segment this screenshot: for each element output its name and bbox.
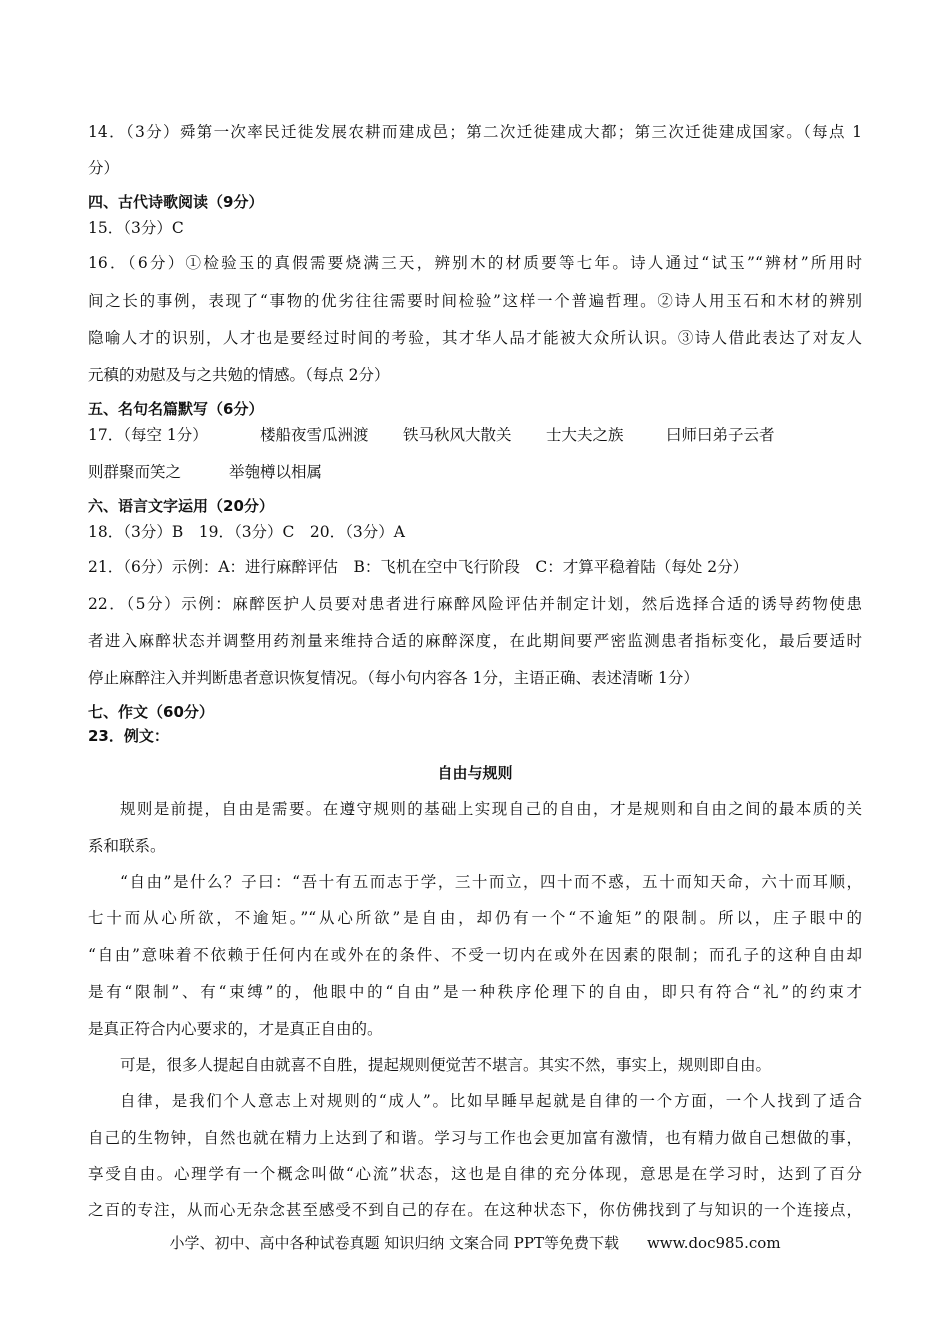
q17-label: 17．（每空 1分） <box>88 426 208 444</box>
essay-p4-line3: 享受自由。心理学有一个概念叫做“心流”状态，这也是自律的充分体现，意思是在学习时，达到了百分 <box>88 1165 862 1183</box>
q17-answer-6: 举匏樽以相属 <box>229 463 323 481</box>
q17-answer-4: 曰师曰弟子云者 <box>666 426 775 444</box>
section5-heading: 五、名句名篇默写（6分） <box>88 400 264 418</box>
essay-p1-line1: 规则是前提，自由是需要。在遵守规则的基础上实现自己的自由，才是规则和自由之间的最本质的关 <box>120 800 862 818</box>
q15-answer: 15．（3分）C <box>88 219 184 237</box>
q23-label: 23．例文： <box>88 727 169 745</box>
essay-p2-line2: 七十而从心所欲，不逾矩。”“从心所欲”是自由，却仍有一个“不逾矩”的限制。所以，庄子眼中的 <box>88 909 862 927</box>
q22-line3: 停止麻醉注入并判断患者意识恢复情况。（每小句内容各 1分，主语正确、表述清晰 1分） <box>88 669 699 687</box>
footer-text: 小学、初中、高中各种试卷真题 知识归纳 文案合同 PPT等免费下载 <box>169 1234 619 1252</box>
section7-heading: 七、作文（60分） <box>88 703 214 721</box>
q18-20-answers: 18．（3分）B 19．（3分）C 20．（3分）A <box>88 523 405 541</box>
section6-heading: 六、语言文字运用（20分） <box>88 497 274 515</box>
q14-line1: 14．（3分）舜第一次率民迁徙发展农耕而建成邑；第二次迁徙建成大都；第三次迁徙建成国家。（每点 1 <box>88 123 862 141</box>
essay-p2-line5: 是真正符合内心要求的，才是真正自由的。 <box>88 1020 383 1038</box>
essay-p4-line2: 自己的生物钟，自然也就在精力上达到了和谐。学习与工作也会更加富有激情，也有精力做自己想做的事， <box>88 1129 862 1147</box>
essay-title: 自由与规则 <box>437 764 513 782</box>
q16-line2: 间之长的事例，表现了“事物的优劣往往需要时间检验”这样一个普遍哲理。②诗人用玉石和木材的辨别 <box>88 292 862 310</box>
essay-p1-line2: 系和联系。 <box>88 837 166 855</box>
essay-p2-line1: “自由”是什么？子曰：“吾十有五而志于学，三十而立，四十而不惑，五十而知天命，六十而耳顺， <box>120 873 862 891</box>
q14-line2: 分） <box>88 159 120 177</box>
essay-p3-line1: 可是，很多人提起自由就喜不自胜，提起规则便觉苦不堪言。其实不然，事实上，规则即自由。 <box>120 1056 772 1074</box>
q17-answer-1: 楼船夜雪瓜洲渡 <box>260 426 369 444</box>
essay-p4-line4: 之百的专注，从而心无杂念甚至感受不到自己的存在。在这种状态下，你仿佛找到了与知识的一个连接点， <box>88 1201 862 1219</box>
q16-line1: 16．（6分）①检验玉的真假需要烧满三天，辨别木的材质要等七年。诗人通过“试玉”“辨材”所用时 <box>88 254 862 272</box>
footer-url-link[interactable]: www.doc985.com <box>646 1234 781 1252</box>
q17-answer-5: 则群聚而笑之 <box>88 463 182 481</box>
q22-line1: 22．（5分）示例：麻醉医护人员要对患者进行麻醉风险评估并制定计划，然后选择合适的诱导药物使患 <box>88 595 862 613</box>
q17-line1 <box>88 423 862 445</box>
q21-answer: 21．（6分）示例：A：进行麻醉评估 B：飞机在空中飞行阶段 C：才算平稳着陆（每处 2分） <box>88 558 749 576</box>
essay-p4-line1: 自律，是我们个人意志上对规则的“成人”。比如早睡早起就是自律的一个方面，一个人找到了适合 <box>120 1092 862 1110</box>
q17-answer-2: 铁马秋风大散关 <box>403 426 512 444</box>
q17-line2 <box>88 460 862 482</box>
q16-line4: 元稹的劝慰及与之共勉的情感。（每点 2分） <box>88 366 390 384</box>
section4-heading: 四、古代诗歌阅读（9分） <box>88 193 264 211</box>
q17-answer-3: 士大夫之族 <box>546 426 624 444</box>
essay-p2-line3: “自由”意味着不依赖于任何内在或外在的条件、不受一切内在或外在因素的限制；而孔子的这种自由却 <box>88 946 862 964</box>
essay-p2-line4: 是有“限制”、有“束缚”的，他眼中的“自由”是一种秩序伦理下的自由，即只有符合“礼”的约束才 <box>88 983 862 1001</box>
page-footer <box>0 1232 950 1253</box>
q22-line2: 者进入麻醉状态并调整用药剂量来维持合适的麻醉深度，在此期间要严密监测患者指标变化，最后要适时 <box>88 632 862 650</box>
q16-line3: 隐喻人才的识别，人才也是要经过时间的考验，其才华人品才能被大众所认识。③诗人借此表达了对友人 <box>88 329 862 347</box>
